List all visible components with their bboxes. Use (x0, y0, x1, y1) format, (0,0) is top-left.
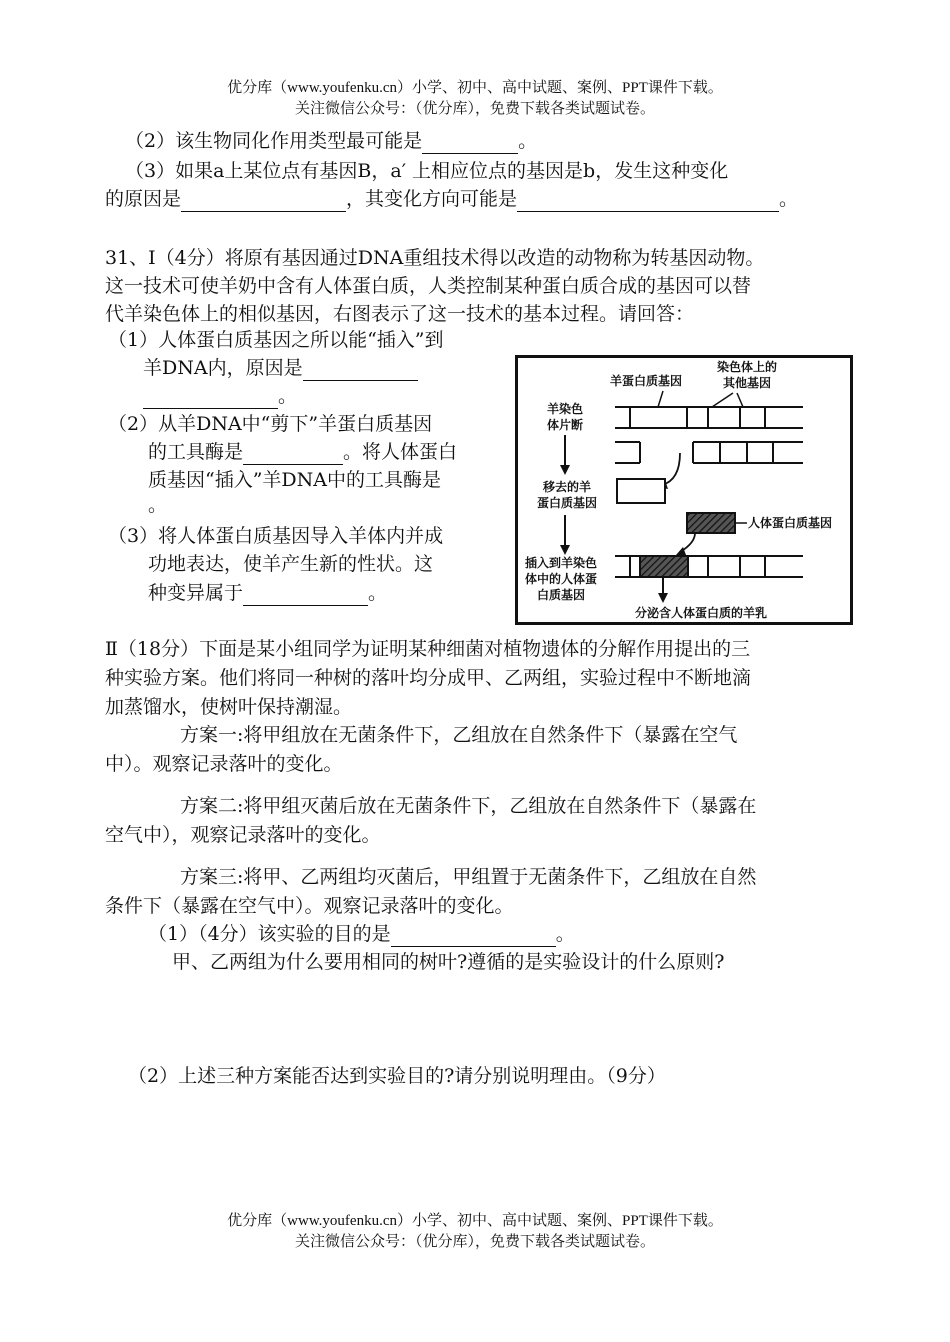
q30-part3-text: ，其变化方向可能是 (346, 188, 518, 210)
answer-blank[interactable] (422, 133, 518, 154)
part2-q1-line1 (148, 921, 575, 947)
transgenic-diagram (515, 355, 853, 625)
footer-line-2: 关注微信公众号：（优分库），免费下载各类试题试卷。 (294, 1234, 655, 1250)
answer-blank[interactable] (391, 926, 556, 947)
plan2-line1: 方案二:将甲组灭菌后放在无菌条件下，乙组放在自然条件下（暴露在 (180, 795, 757, 817)
q31-sub2-line3: 质基因“插入”羊DNA中的工具酶是 (148, 469, 442, 491)
q31-sub3-line2: 功地表达，使羊产生新的性状。这 (148, 553, 434, 575)
punct: 。 (518, 130, 538, 152)
part2-line2: 种实验方案。他们将同一种树的落叶均分成甲、乙两组，实验过程中不断地滴 (105, 667, 752, 689)
q30-part2-text: （2）该生物同化作用类型最可能是 (125, 130, 423, 152)
answer-blank[interactable] (517, 191, 779, 212)
human-gene-block (687, 513, 735, 533)
arrow-head-3 (658, 593, 668, 603)
q31-sub2-text: 的工具酶是 (148, 441, 244, 463)
chromosome-original (615, 391, 803, 428)
q31-sub2-text: 。将人体蛋白 (343, 441, 458, 463)
q31-sub1-line2 (143, 355, 418, 381)
answer-blank[interactable] (303, 360, 418, 381)
plan1-line2: 中）。观察记录落叶的变化。 (105, 753, 343, 775)
chromosome-cut (615, 442, 803, 463)
answer-blank[interactable] (243, 444, 343, 465)
q31-sub1-line1: （1）人体蛋白质基因之所以能“插入”到 (108, 329, 444, 351)
part2-q1-line2: 甲、乙两组为什么要用相同的树叶?遵循的是实验设计的什么原则? (172, 951, 725, 973)
removed-sheep-gene-block (617, 479, 665, 503)
q31-sub3-line3 (148, 580, 387, 606)
q31-sub3-text: 种变异属于 (148, 582, 244, 604)
q31-sub2-line4: 。 (148, 494, 168, 516)
answer-blank[interactable] (181, 191, 346, 212)
label-human-gene: 人体蛋白质基因 (748, 516, 833, 530)
arrow-head-1 (560, 465, 570, 475)
q30-part3-line2 (105, 186, 798, 212)
part2-line1: Ⅱ（18分）下面是某小组同学为证明某种细菌对植物遗体的分解作用提出的三 (105, 638, 751, 660)
label-inserted-3: 白质基因 (537, 588, 586, 602)
q31-sub2-line2 (148, 439, 457, 465)
part2-q1-text: （1）（4分）该实验的目的是 (148, 923, 391, 945)
plan3-line1: 方案三:将甲、乙两组均灭菌后，甲组置于无菌条件下，乙组放在自然 (180, 866, 757, 888)
q31-intro-line3: 代羊染色体上的相似基因，右图表示了这一技术的基本过程。请回答： (105, 303, 695, 325)
label-other-genes-1: 染色体上的 (717, 360, 778, 374)
label-inserted-2: 体中的人体蛋 (525, 572, 598, 586)
answer-blank[interactable] (143, 388, 278, 409)
punct: 。 (779, 188, 799, 210)
label-inserted-1: 插入到羊染色 (525, 556, 598, 570)
plan2-line2: 空气中），观察记录落叶的变化。 (105, 824, 381, 846)
part2-line3: 加蒸馏水，使树叶保持潮湿。 (105, 696, 353, 718)
label-removed-1: 移去的羊 (543, 480, 592, 494)
q30-part3-line1: （3）如果a上某位点有基因B，a′ 上相应位点的基因是b，发生这种变化 (125, 160, 729, 182)
q31-sub1-line3 (143, 383, 297, 409)
label-sheep-gene: 羊蛋白质基因 (610, 374, 683, 388)
q31-sub3-line1: （3）将人体蛋白质基因导入羊体内并成 (108, 525, 444, 547)
q31-sub1-text: 羊DNA内，原因是 (143, 357, 303, 379)
chromosome-recombinant (615, 556, 803, 577)
plan3-line2: 条件下（暴露在空气中）。观察记录落叶的变化。 (105, 895, 514, 917)
q31-intro-line1: 31、Ⅰ（4分）将原有基因通过DNA重组技术得以改造的动物称为转基因动物。 (105, 247, 765, 269)
q31-sub2-line1: （2）从羊DNA中“剪下”羊蛋白质基因 (108, 413, 433, 435)
header-line-2: 关注微信公众号：（优分库），免费下载各类试题试卷。 (294, 101, 655, 117)
part2-q2: （2）上述三种方案能否达到实验目的?请分别说明理由。（9分） (128, 1065, 666, 1087)
label-milk: 分泌含人体蛋白质的羊乳 (635, 606, 768, 620)
header-line-1: 优分库（www.youfenku.cn）小学、初中、高中试题、案例、PPT课件下载。 (227, 80, 723, 96)
punct: 。 (368, 582, 388, 604)
answer-blank[interactable] (243, 585, 368, 606)
label-removed-2: 蛋白质基因 (537, 496, 598, 510)
label-fragment-1: 羊染色 (547, 402, 584, 416)
label-fragment-2: 体片断 (547, 418, 584, 432)
plan1-line1: 方案一:将甲组放在无菌条件下，乙组放在自然条件下（暴露在空气 (180, 724, 738, 746)
label-other-genes-2: 其他基因 (723, 376, 772, 390)
punct: 。 (278, 385, 298, 407)
footer-line-1: 优分库（www.youfenku.cn）小学、初中、高中试题、案例、PPT课件下载。 (227, 1213, 723, 1229)
q30-part2 (125, 128, 537, 154)
q31-intro-line2: 这一技术可使羊奶中含有人体蛋白质，人类控制某种蛋白质合成的基因可以替 (105, 275, 752, 297)
punct: 。 (555, 923, 575, 945)
q30-part3-text: 的原因是 (105, 188, 182, 210)
arrow-head-2 (560, 545, 570, 555)
